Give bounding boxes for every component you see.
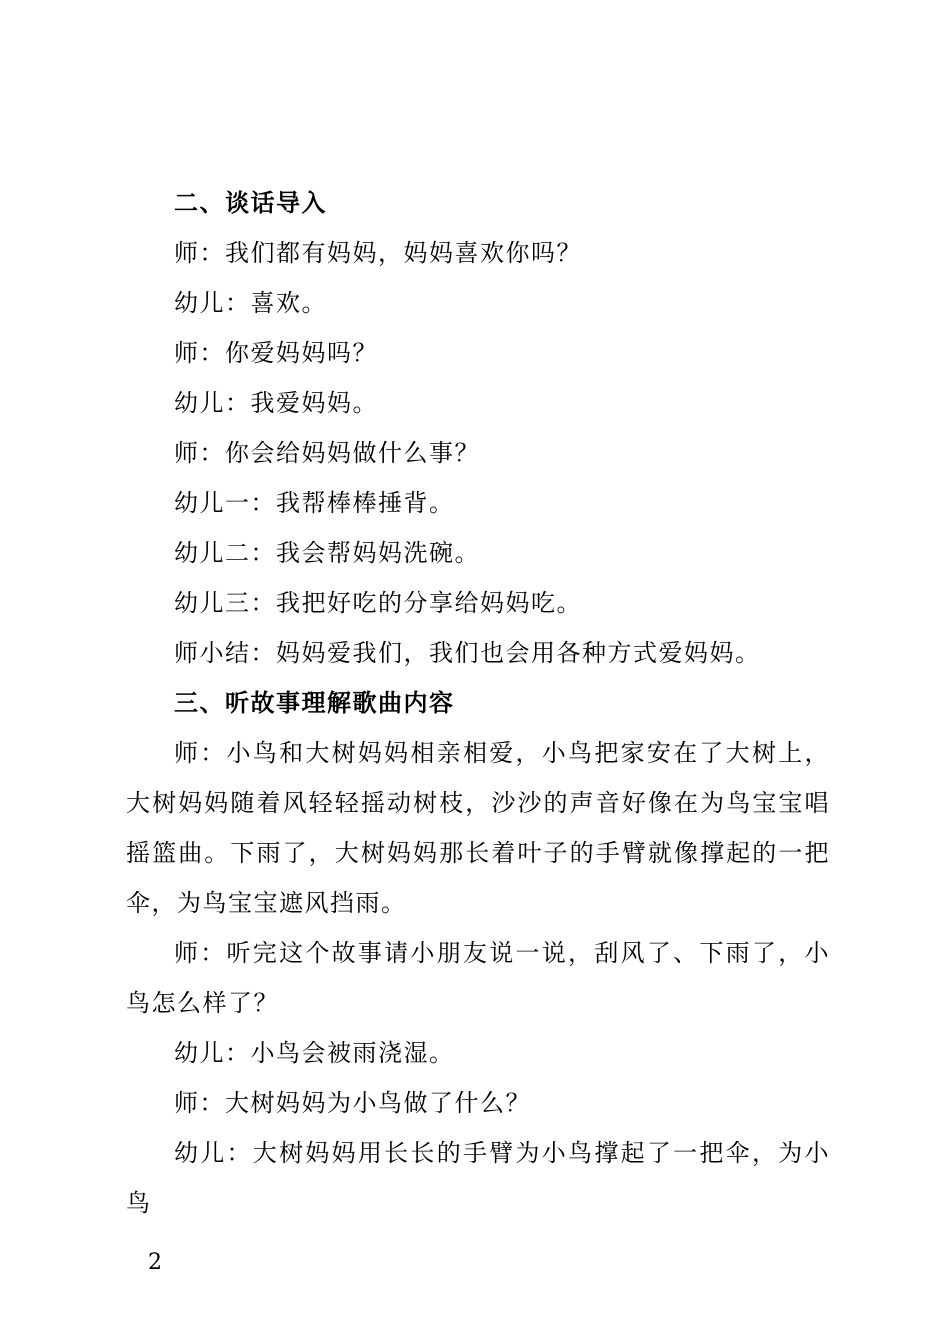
- section-heading-story: 三、听故事理解歌曲内容: [174, 688, 455, 717]
- document-body: [126, 178, 830, 1228]
- dialogue-line: 师：大树妈妈为小鸟做了什么？: [174, 1089, 531, 1117]
- section-heading-talk-intro: 二、谈话导入: [174, 188, 327, 217]
- dialogue-line: 幼儿：大树妈妈用长长的手臂为小鸟撑起了一把伞，为小鸟: [126, 1139, 830, 1217]
- dialogue-line: 师：你爱妈妈吗？: [174, 339, 378, 367]
- dialogue-line: 幼儿：喜欢。: [174, 289, 327, 317]
- dialogue-line: 幼儿：小鸟会被雨浇湿。: [174, 1039, 455, 1067]
- dialogue-line: 师：你会给妈妈做什么事？: [174, 439, 480, 467]
- dialogue-line: 幼儿三：我把好吃的分享给妈妈吃。: [174, 589, 582, 617]
- page-number: 2: [148, 1250, 162, 1275]
- teacher-summary: 师小结：妈妈爱我们，我们也会用各种方式爱妈妈。: [174, 639, 761, 667]
- story-paragraph: 师：小鸟和大树妈妈相亲相爱，小鸟把家安在了大树上，大树妈妈随着风轻轻摇动树枝，沙沙的声音好像在为鸟宝宝唱摇篮曲。下雨了，大树妈妈那长着叶子的手臂就像撑起的一把伞，为鸟宝宝遮风挡雨。: [126, 739, 830, 917]
- dialogue-line: 师：我们都有妈妈，妈妈喜欢你吗？: [174, 239, 582, 267]
- dialogue-line: 幼儿一：我帮棒棒捶背。: [174, 489, 455, 517]
- dialogue-line: 幼儿二：我会帮妈妈洗碗。: [174, 539, 480, 567]
- dialogue-line: 师：听完这个故事请小朋友说一说，刮风了、下雨了，小鸟怎么样了？: [126, 939, 830, 1017]
- dialogue-line: 幼儿：我爱妈妈。: [174, 389, 378, 417]
